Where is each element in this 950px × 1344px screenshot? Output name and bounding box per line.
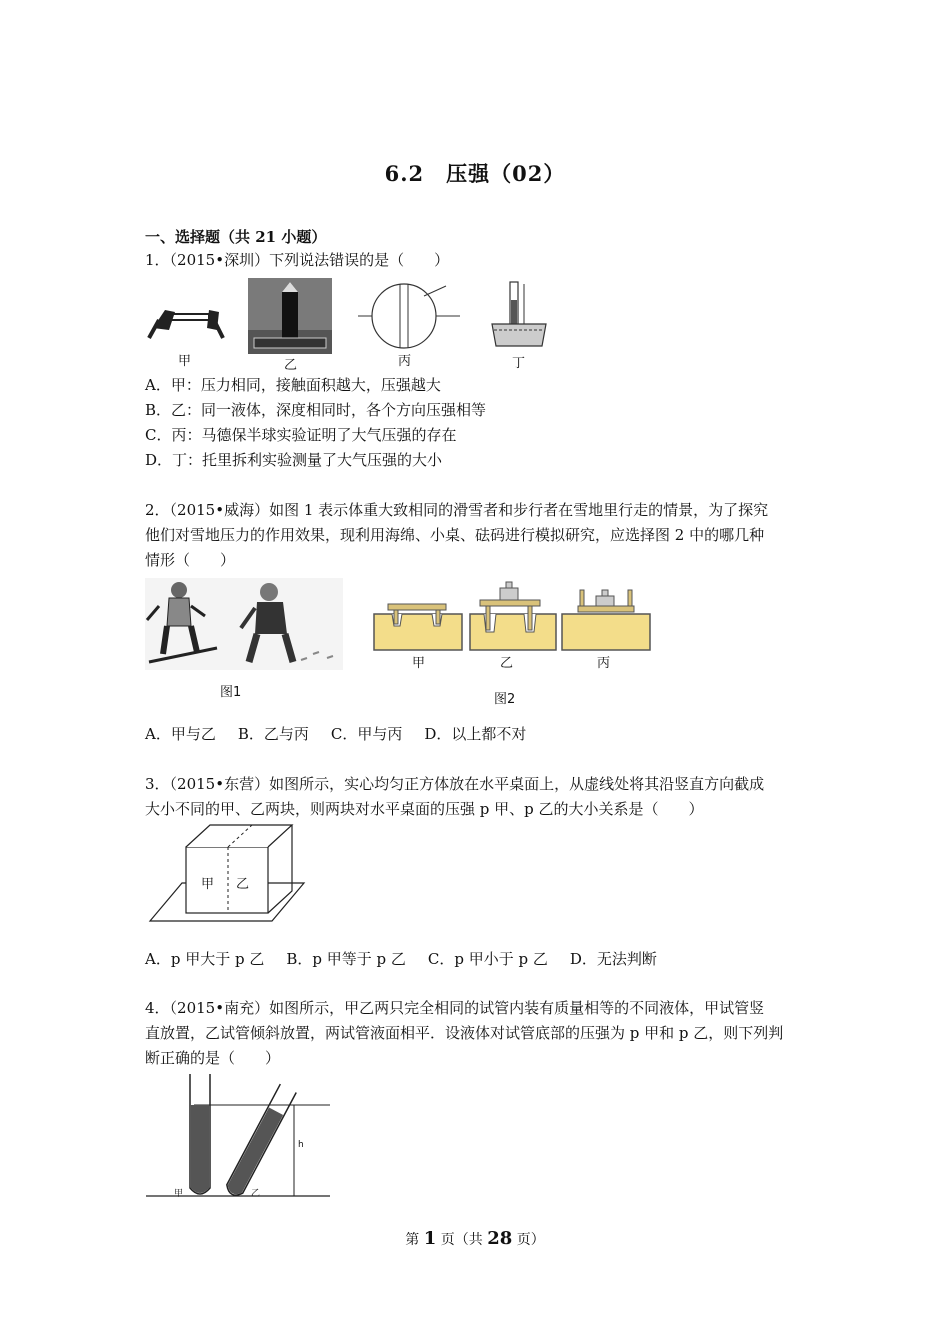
- q1-caption-bing: 丙: [398, 354, 412, 369]
- q2-fig2-caption-yi: 乙: [500, 656, 514, 671]
- q1-caption-ding: 丁: [512, 356, 526, 371]
- q3-option-c: C．p 甲小于 p 乙: [427, 950, 548, 968]
- q2-stem-line-1: 2．（2015•威海）如图 1 表示体重大致相同的滑雪者和步行者在雪地里行走的情景，为了探究: [145, 501, 769, 519]
- q2-stem-line-2: 他们对雪地压力的作用效果，现利用海绵、小桌、砝码进行模拟研究，应选择图 2 中的哪几种: [145, 526, 765, 544]
- q3-option-a: A．p 甲大于 p 乙: [145, 950, 265, 968]
- q1-caption-jia: 甲: [178, 354, 192, 369]
- q4-fig-test-tubes: [144, 1074, 334, 1200]
- q1-fig-bing: [350, 278, 468, 354]
- q3-stem-line-1: 3．（2015•东营）如图所示，实心均匀正方体放在水平桌面上，从虚线处将其沿竖直方向截成: [145, 775, 765, 793]
- q1-fig-jia: [145, 298, 225, 348]
- q3-fig-label-yi: 乙: [236, 877, 250, 892]
- q2-fig1-label: 图1: [220, 685, 242, 700]
- q2-fig2-caption-jia: 甲: [412, 656, 426, 671]
- q2-option-a: A．甲与乙: [145, 725, 216, 743]
- q3-options: [145, 948, 679, 969]
- q2-fig2-label: 图2: [494, 692, 516, 707]
- q3-fig-cube: [148, 825, 308, 927]
- q2-option-c: C．甲与丙: [330, 725, 403, 743]
- q4-stem-line-2: 直放置，乙试管倾斜放置，两试管液面相平．设液体对试管底部的压强为 p 甲和 p 乙，则下列判: [145, 1024, 784, 1042]
- q4-fig-label-yi: 乙: [251, 1189, 261, 1199]
- q2-fig2-caption-bing: 丙: [597, 656, 611, 671]
- page-footer: [0, 1228, 950, 1249]
- footer-page-number: 1: [423, 1228, 437, 1249]
- q4-stem-line-1: 4．（2015•南充）如图所示，甲乙两只完全相同的试管内装有质量相等的不同液体，甲试管竖: [145, 999, 765, 1017]
- q2-fig1-skier-walker: [145, 578, 343, 670]
- q2-option-b: B．乙与丙: [237, 725, 309, 743]
- footer-mid: 页（共: [440, 1232, 483, 1248]
- q4-stem-line-3: 断正确的是（ ）: [145, 1049, 281, 1067]
- q3-fig-label-jia: 甲: [201, 877, 215, 892]
- q1-option-b: B．乙：同一液体，深度相同时，各个方向压强相等: [145, 401, 487, 419]
- q1-option-c: C．丙：马德保半球实验证明了大气压强的存在: [145, 426, 457, 444]
- page-title: 6.2 压强（02）: [384, 161, 566, 186]
- q1-option-d: D．丁：托里拆利实验测量了大气压强的大小: [145, 451, 443, 469]
- q1-caption-yi: 乙: [284, 358, 298, 373]
- footer-suffix: 页）: [516, 1232, 545, 1248]
- q1-fig-yi: [248, 278, 332, 354]
- q1-stem: 1．（2015•深圳）下列说法错误的是（ ）: [145, 251, 450, 269]
- q1-option-a: A．甲：压力相同，接触面积越大，压强越大: [145, 376, 441, 394]
- q3-stem-line-2: 大小不同的甲、乙两块，则两块对水平桌面的压强 p 甲、p 乙的大小关系是（ ）: [145, 800, 704, 818]
- q3-option-d: D．无法判断: [569, 950, 657, 968]
- footer-prefix: 第: [405, 1232, 420, 1248]
- q2-options: [145, 723, 548, 744]
- q2-option-d: D．以上都不对: [424, 725, 527, 743]
- section-heading: 一、选择题（共 21 小题）: [145, 228, 327, 246]
- q1-fig-ding: [488, 280, 550, 352]
- q4-fig-label-jia: 甲: [174, 1189, 184, 1199]
- footer-total-pages: 28: [487, 1228, 513, 1249]
- q2-stem-line-3: 情形（ ）: [145, 551, 236, 569]
- q4-fig-label-h: h: [298, 1140, 304, 1150]
- q3-option-b: B．p 甲等于 p 乙: [286, 950, 406, 968]
